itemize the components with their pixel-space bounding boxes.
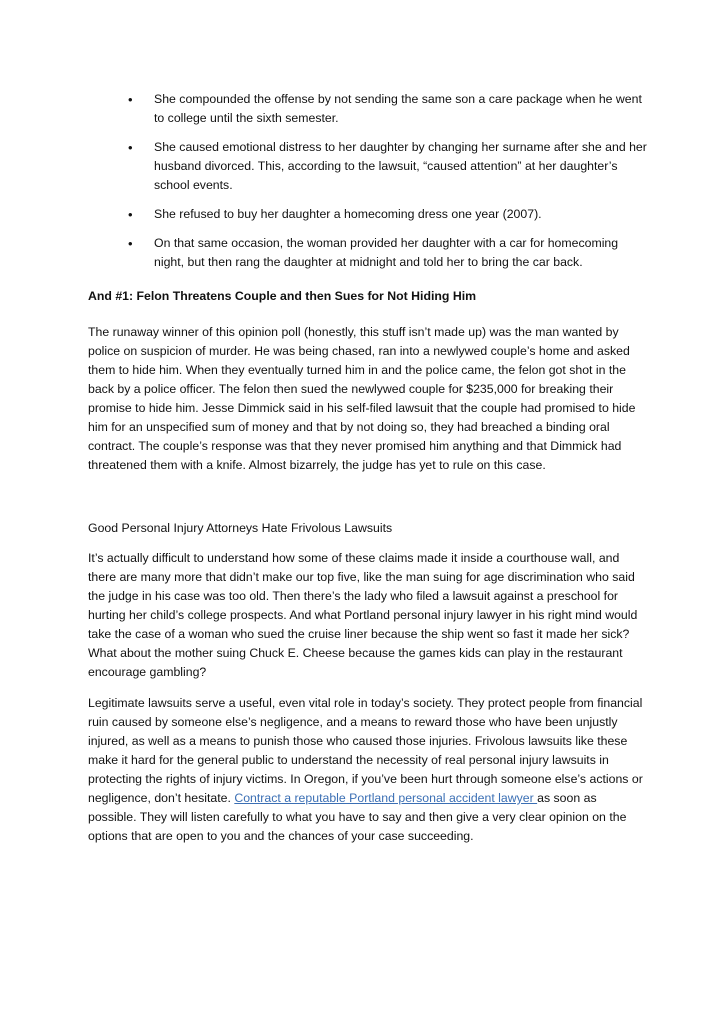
section-heading-felon: And #1: Felon Threatens Couple and then Sues for Not Hiding Him: [88, 289, 477, 303]
list-item: [128, 205, 648, 224]
paragraph-text: as soon as possible. They will listen carefully to what you have to say and then give a very clear opinion on the options that are open to you and the chances of your case succeeding.: [88, 791, 627, 843]
paragraph-claims: It’s actually difficult to understand how some of these claims made it inside a courthouse wall, and there are many more that didn’t make our top five, like the man suing for age discrimination who said the judge in his case was too old. Then there’s the lady who filed a lawsuit against a preschool for hurting her child’s college prospects. And what Portland personal injury lawyer in his right mind would take the case of a woman who sued the cruise liner because the ship went so fast it made her sick? What about the mother suing Chuck E. Cheese because the games kids can play in the restaurant encourage gambling?: [88, 551, 638, 679]
bullet-icon: •: [128, 236, 133, 251]
list-item: [128, 234, 648, 272]
contact-lawyer-link[interactable]: Contract a reputable Portland personal accident lawyer: [234, 791, 538, 805]
paragraph-legitimate: [88, 694, 648, 846]
list-item: [128, 90, 648, 128]
paragraph-felon: The runaway winner of this opinion poll (honestly, this stuff isn’t made up) was the man wanted by police on suspicion of murder. He was being chased, ran into a newlywed couple’s home and asked them to hide him. When they eventually turned him in and the police came, the felon got shot in the back by a police officer. The felon then sued the newlywed couple for $235,000 for breaking their promise to hide him. Jesse Dimmick said in his self-filed lawsuit that the couple had promised to hide him for an unspecified sum of money and that by not doing so, they had breached a binding oral contract. The couple’s response was that they never promised him anything and that Dimmick had threatened them with a knife. Almost bizarrely, the judge has yet to rule on this case.: [88, 325, 636, 472]
list-item-text: On that same occasion, the woman provided her daughter with a car for homecoming night, but then rang the daughter at midnight and told her to bring the car back.: [154, 236, 619, 269]
bullet-icon: •: [128, 140, 133, 155]
section-heading-frivolous: Good Personal Injury Attorneys Hate Frivolous Lawsuits: [88, 521, 393, 535]
list-item-text: She refused to buy her daughter a homecoming dress one year (2007).: [154, 207, 542, 221]
list-item-text: She compounded the offense by not sending the same son a care package when he went to college until the sixth semester.: [154, 92, 642, 125]
paragraph-text: Legitimate lawsuits serve a useful, even vital role in today’s society. They protect people from financial ruin caused by someone else’s negligence, and a means to reward those who have been unjustly injured, as well as a means to punish those who caused those injuries. Frivolous lawsuits like these make it hard for the general public to understand the necessity of real personal injury lawsuits in protecting the rights of injury victims. In Oregon, if you’ve been hurt through someone else’s actions or negligence, don’t hesitate.: [88, 696, 643, 805]
bullet-list: [128, 90, 648, 282]
bullet-icon: •: [128, 92, 133, 107]
list-item-text: She caused emotional distress to her daughter by changing her surname after she and her husband divorced. This, according to the lawsuit, “caused attention” at her daughter’s school events.: [154, 140, 647, 192]
bullet-icon: •: [128, 207, 133, 222]
list-item: [128, 138, 648, 195]
